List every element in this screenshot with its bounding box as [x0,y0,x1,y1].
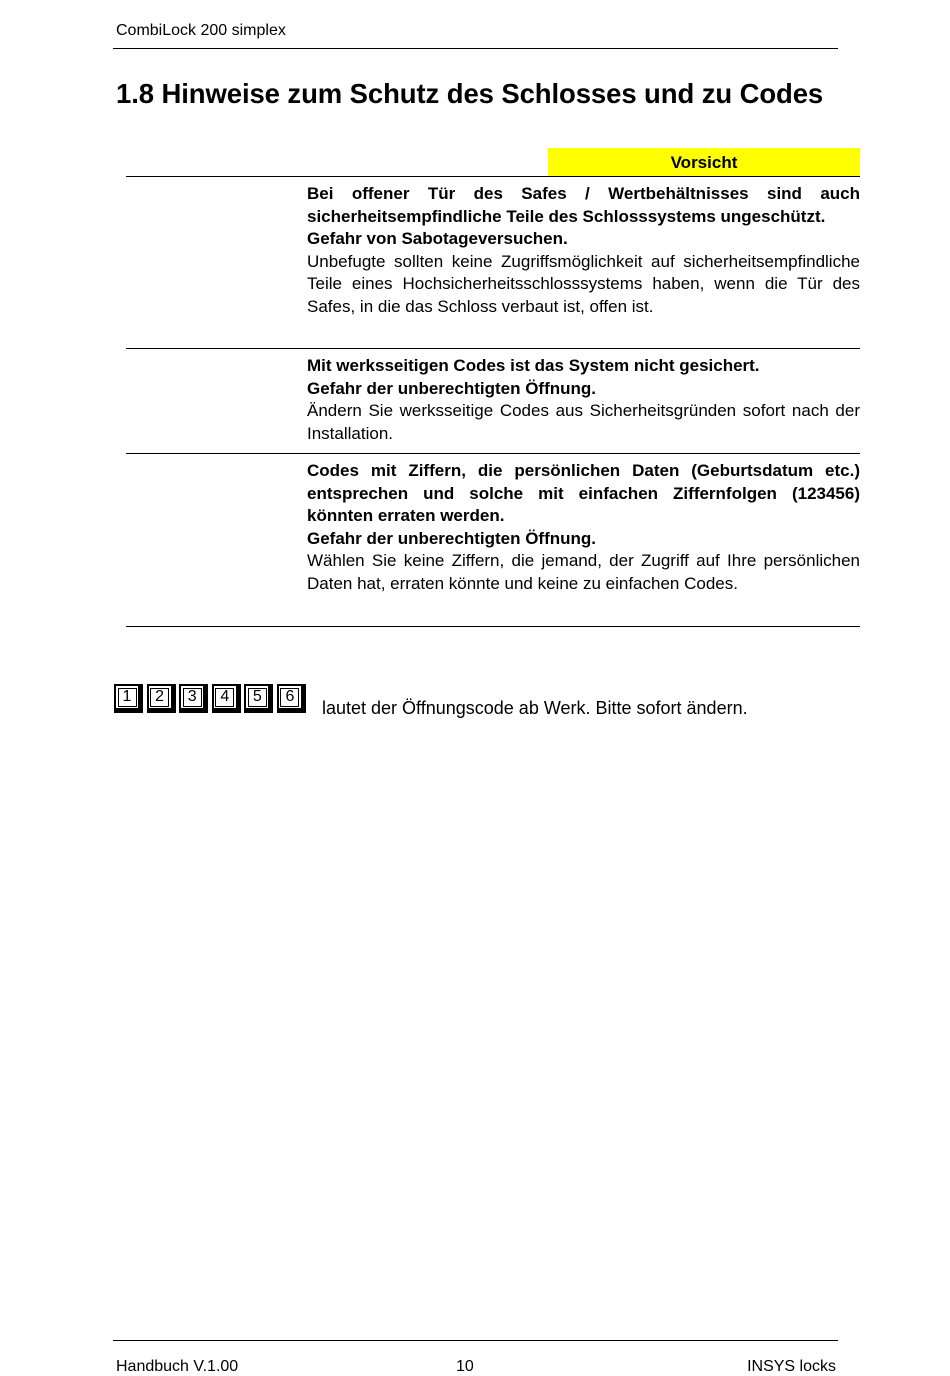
caution-badge: Vorsicht [548,148,860,176]
footer-manual-version: Handbuch V.1.00 [116,1358,239,1375]
key-digit: 2 [150,688,169,707]
notice-statement: Mit werksseitigen Codes ist das System nicht gesichert. [307,356,760,375]
footer-divider [113,1340,838,1341]
key-digit: 3 [183,688,202,707]
notice-danger: Gefahr von Sabotageversuchen. [307,229,568,248]
key-digit: 6 [280,688,299,707]
notice-sabotage [307,183,860,318]
key-icon [179,684,208,713]
key-icon [244,684,273,713]
table-divider [126,348,860,349]
notice-statement: Codes mit Ziffern, die persönlichen Daten (Geburtsdatum etc.) entsprechen und solche mit einfachen Ziffernfolgen (123456) könnten erraten werden. [307,461,860,525]
notice-danger: Gefahr der unberechtigten Öffnung. [307,528,597,548]
page-number: 10 [456,1358,474,1375]
section-title: 1.8 Hinweise zum Schutz des Schlosses und zu Codes [116,78,824,109]
notice-danger: Gefahr der unberechtigten Öffnung. [307,378,597,398]
factory-code-keys [114,684,310,713]
table-divider [126,176,860,177]
table-divider [126,453,860,454]
notice-instruction: Wählen Sie keine Ziffern, die jemand, der Zugriff auf Ihre persönlichen Daten hat, erraten könnte und keine zu einfachen Codes. [307,551,860,593]
notice-instruction: Unbefugte sollten keine Zugriffsmöglichkeit auf sicherheitsempfindliche Teile eines Hochsicherheitsschlosssystems haben, wenn die Tür des Safes, in die das Schloss verbaut ist, offen ist. [307,251,860,316]
footer-publisher: INSYS locks [747,1358,836,1375]
key-icon [277,684,306,713]
key-digit: 5 [248,688,267,707]
notice-guessable-codes [307,460,860,595]
notice-instruction: Ändern Sie werksseitige Codes aus Sicherheitsgründen sofort nach der Installation. [307,401,860,443]
key-icon [114,684,143,713]
header-divider [113,48,838,49]
running-header: CombiLock 200 simplex [116,22,286,39]
key-icon [212,684,241,713]
key-digit: 1 [118,688,137,707]
notice-statement: Bei offener Tür des Safes / Wertbehältnisses sind auch sicherheitsempfindliche Teile des Schlosssystems ungeschützt. [307,184,860,226]
notice-factory-codes [307,355,860,445]
factory-code-text: lautet der Öffnungscode ab Werk. Bitte sofort ändern. [322,698,748,718]
key-icon [147,684,176,713]
table-divider [126,626,860,627]
key-digit: 4 [215,688,234,707]
